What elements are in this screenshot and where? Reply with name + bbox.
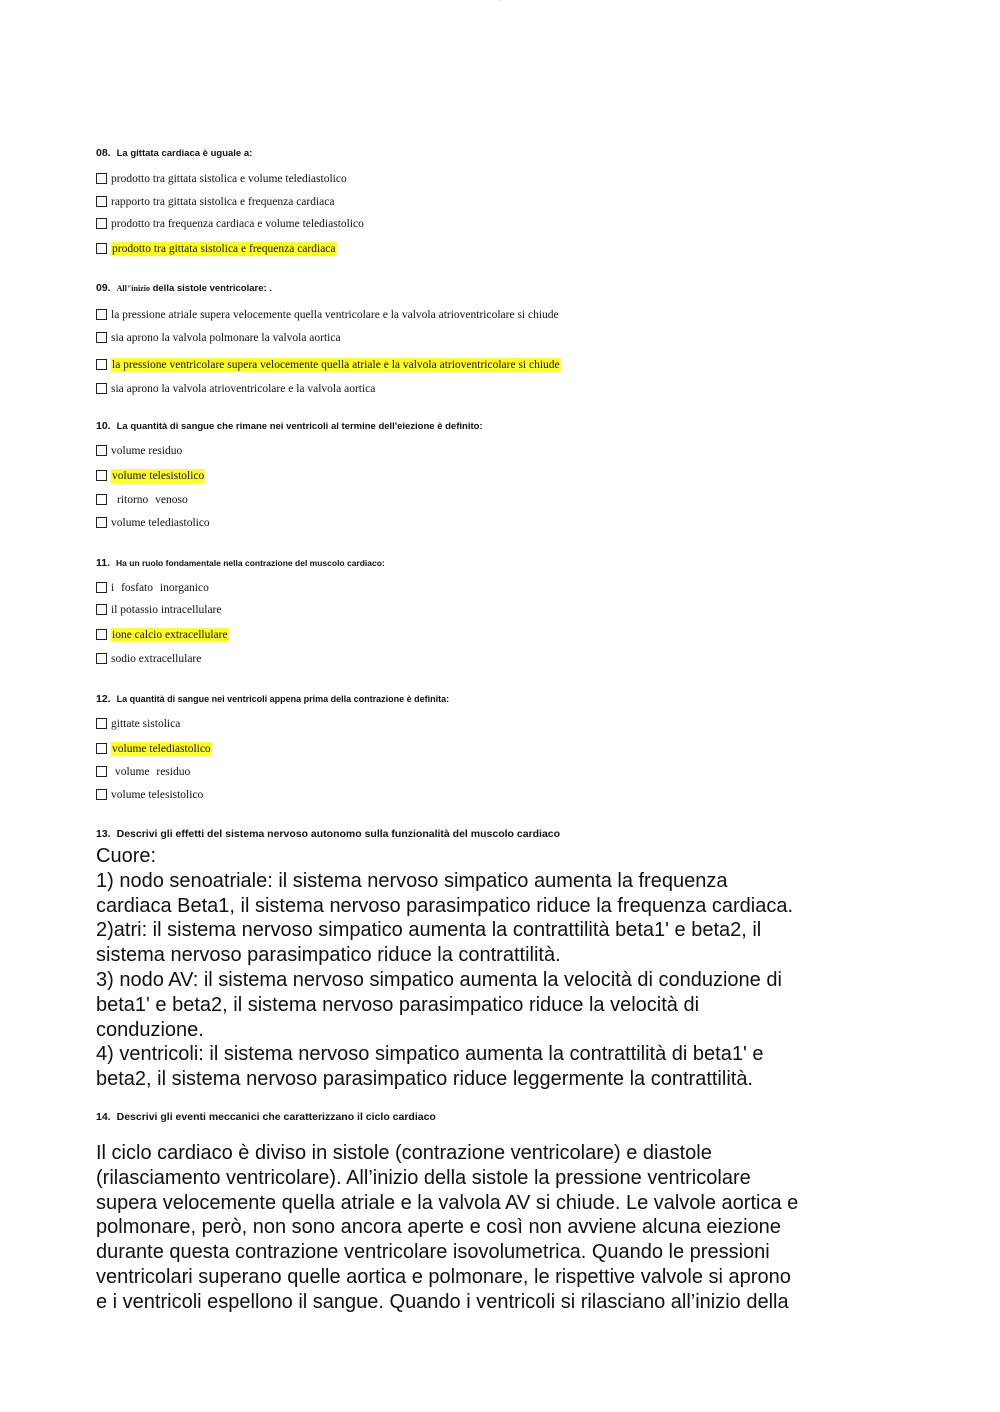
- question-08-option-3[interactable]: [96, 213, 364, 231]
- question-13-answer: [96, 844, 896, 1092]
- question-09-option-3[interactable]: [96, 354, 561, 372]
- option-label: la pressione atriale supera velocemente quella ventricolare e la valvola atrioventricolare si chiude: [111, 309, 559, 321]
- answer-line: 4) ventricoli: il sistema nervoso simpatico aumenta la contrattilità di beta1' e: [96, 1043, 764, 1066]
- answer-line: sistema nervoso parasimpatico riduce la contrattilità.: [96, 944, 561, 967]
- page-header-text: ........: [497, 0, 503, 2]
- question-08-option-4[interactable]: [96, 238, 337, 256]
- checkbox[interactable]: [96, 629, 107, 640]
- option-label: sodio extracellulare: [111, 653, 202, 665]
- question-12-option-1[interactable]: [96, 713, 180, 731]
- option-label-highlighted: volume telediastolico: [112, 743, 211, 755]
- question-13-number: 13.: [96, 828, 111, 840]
- option-label: rapporto tra gittata sistolica e frequenza cardiaca: [111, 196, 335, 208]
- question-12-option-2[interactable]: [96, 738, 212, 756]
- question-10-number: 10.: [96, 420, 111, 432]
- question-10-text: La quantità di sangue che rimane nei ventricoli al termine dell'eiezione è definito:: [116, 421, 483, 432]
- question-12-number: 12.: [96, 693, 111, 705]
- question-09-title: [96, 282, 272, 294]
- checkbox[interactable]: [96, 359, 107, 370]
- question-11-option-3[interactable]: [96, 624, 229, 642]
- question-10-option-1[interactable]: [96, 440, 182, 458]
- question-11-option-1[interactable]: [96, 577, 209, 595]
- answer-line: supera velocemente quella atriale e la valvola AV si chiude. Le valvole aortica e: [96, 1191, 799, 1214]
- question-12-text: La quantità di sangue nei ventricoli appena prima della contrazione è definita:: [116, 694, 450, 704]
- answer-line: 1) nodo senoatriale: il sistema nervoso simpatico aumenta la frequenza: [96, 869, 728, 892]
- answer-line: beta2, il sistema nervoso parasimpatico riduce leggermente la contrattilità.: [96, 1068, 753, 1091]
- question-14-answer: [96, 1141, 896, 1315]
- question-10-option-3[interactable]: [96, 489, 188, 507]
- option-label: prodotto tra frequenza cardiaca e volume telediastolico: [111, 218, 364, 230]
- question-10-title: [96, 420, 483, 432]
- question-10-option-2[interactable]: [96, 465, 205, 483]
- question-14-text: Descrivi gli eventi meccanici che caratterizzano il ciclo cardiaco: [116, 1111, 436, 1123]
- option-label: volume residuo: [115, 766, 191, 778]
- question-11-text: Ha un ruolo fondamentale nella contrazione del muscolo cardiaco:: [116, 558, 385, 568]
- question-13-text: Descrivi gli effetti del sistema nervoso autonomo sulla funzionalità del muscolo cardiaco: [116, 828, 561, 840]
- question-09-option-1[interactable]: [96, 304, 559, 322]
- question-08-text: La gittata cardiaca è uguale a:: [116, 148, 253, 159]
- checkbox[interactable]: [96, 196, 107, 207]
- question-12-option-4[interactable]: [96, 784, 203, 802]
- option-label: il potassio intracellulare: [111, 604, 222, 616]
- question-09-option-2[interactable]: [96, 327, 341, 345]
- checkbox[interactable]: [96, 743, 107, 754]
- question-12-option-3[interactable]: [96, 761, 190, 779]
- checkbox[interactable]: [96, 173, 107, 184]
- checkbox[interactable]: [96, 470, 107, 481]
- option-label: i fosfato inorganico: [111, 582, 209, 594]
- question-09-text: della sistole ventricolare: .: [152, 283, 272, 294]
- question-11-option-2[interactable]: [96, 599, 222, 617]
- answer-line: 3) nodo AV: il sistema nervoso simpatico aumenta la velocità di conduzione di: [96, 968, 782, 991]
- option-label: sia aprono la valvola polmonare la valvola aortica: [111, 332, 341, 344]
- answer-line: (rilasciamento ventricolare). All’inizio della sistole la pressione ventricolare: [96, 1166, 751, 1189]
- answer-line: durante questa contrazione ventricolare isovolumetrica. Quando le pressioni: [96, 1241, 770, 1264]
- option-label-highlighted: la pressione ventricolare supera velocemente quella atriale e la valvola atrioventricolare si chiude: [112, 359, 560, 371]
- option-label: volume telesistolico: [111, 789, 204, 801]
- checkbox[interactable]: [96, 582, 107, 593]
- checkbox[interactable]: [96, 517, 107, 528]
- answer-line: 2)atri: il sistema nervoso simpatico aumenta la contrattilità beta1' e beta2, il: [96, 919, 762, 942]
- option-label-highlighted: volume telesistolico: [112, 470, 205, 482]
- question-08-title: [96, 147, 252, 159]
- checkbox[interactable]: [96, 243, 107, 254]
- checkbox[interactable]: [96, 789, 107, 800]
- question-13-title: [96, 828, 560, 840]
- answer-line: Il ciclo cardiaco è diviso in sistole (contrazione ventricolare) e diastole: [96, 1142, 712, 1164]
- option-label: volume telediastolico: [111, 517, 210, 529]
- question-08-option-1[interactable]: [96, 168, 347, 186]
- option-label: ritorno venoso: [117, 494, 188, 506]
- answer-line: e i ventricoli espellono il sangue. Quando i ventricoli si rilasciano all’inizio della: [96, 1290, 789, 1313]
- checkbox[interactable]: [96, 766, 107, 777]
- option-label-highlighted: ione calcio extracellulare: [112, 629, 228, 641]
- question-09-number: 09.: [96, 282, 111, 294]
- checkbox[interactable]: [96, 383, 107, 394]
- checkbox[interactable]: [96, 494, 107, 505]
- question-09-prefix: All"inizio: [116, 284, 150, 293]
- question-08-option-2[interactable]: [96, 191, 335, 209]
- answer-line: Cuore:: [96, 845, 157, 867]
- option-label: gittate sistolica: [111, 718, 181, 730]
- checkbox[interactable]: [96, 445, 107, 456]
- question-09-option-4[interactable]: [96, 378, 375, 396]
- option-label: volume residuo: [111, 445, 183, 457]
- answer-line: cardiaca Beta1, il sistema nervoso parasimpatico riduce la frequenza cardiaca.: [96, 894, 794, 917]
- question-11-number: 11.: [96, 557, 111, 569]
- checkbox[interactable]: [96, 218, 107, 229]
- checkbox[interactable]: [96, 309, 107, 320]
- checkbox[interactable]: [96, 604, 107, 615]
- question-11-option-4[interactable]: [96, 648, 201, 666]
- question-11-title: [96, 557, 385, 569]
- answer-line: conduzione.: [96, 1018, 204, 1041]
- checkbox[interactable]: [96, 718, 107, 729]
- question-14-title: [96, 1111, 436, 1123]
- question-10-option-4[interactable]: [96, 512, 210, 530]
- option-label: sia aprono la valvola atrioventricolare e la valvola aortica: [111, 383, 376, 395]
- question-08-number: 08.: [96, 147, 111, 159]
- answer-line: polmonare, però, non sono ancora aperte e così non avviene alcuna eiezione: [96, 1216, 781, 1239]
- answer-line: ventricolari superano quelle aortica e polmonare, le rispettive valvole si aprono: [96, 1265, 791, 1288]
- option-label-highlighted: prodotto tra gittata sistolica e frequenza cardiaca: [112, 243, 336, 255]
- option-label: prodotto tra gittata sistolica e volume telediastolico: [111, 173, 347, 185]
- checkbox[interactable]: [96, 653, 107, 664]
- question-12-title: [96, 693, 449, 705]
- answer-line: beta1' e beta2, il sistema nervoso parasimpatico riduce la velocità di: [96, 993, 700, 1016]
- checkbox[interactable]: [96, 332, 107, 343]
- question-14-number: 14.: [96, 1111, 111, 1123]
